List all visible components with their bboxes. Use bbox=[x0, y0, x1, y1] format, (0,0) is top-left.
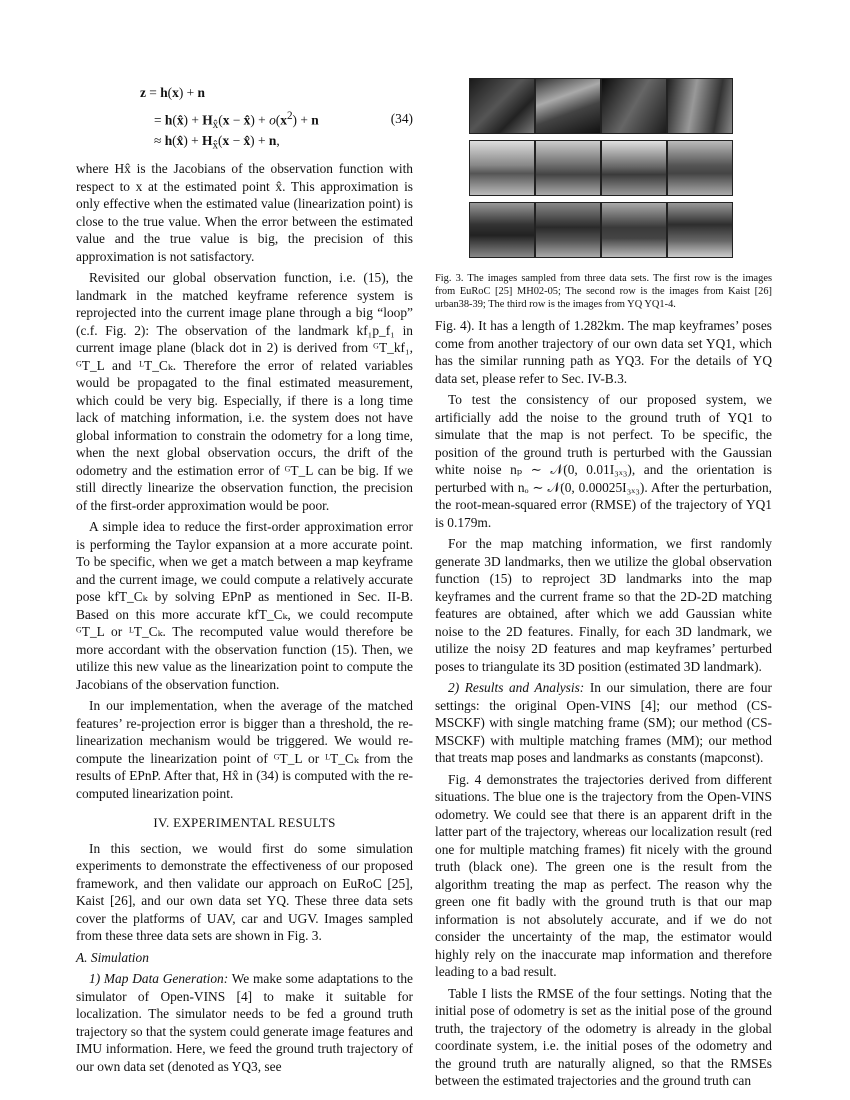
equation-line-3: ≈ h(x̂) + $H_{x̂}(x$ − x̂) + n, bbox=[154, 133, 280, 152]
paragraph: Fig. 4). It has a length of 1.282km. The map keyframes’ poses come from another trajectory of our own data set YQ1, which has the similar running path as YQ3. For the details of YQ data set, please refer to Sec. IV-B.3. bbox=[435, 318, 772, 386]
sample-image-yq-3 bbox=[601, 202, 667, 258]
paragraph-heading: 2) Results and Analysis: bbox=[448, 680, 585, 695]
paragraph: To test the consistency of our proposed system, we artificially add the noise to the ground truth of YQ1 to simulate that the map is not perfect. To be specific, the position of the ground truth is perturbed with the Gaussian white noise nₚ ∼ 𝒩(0, 0.01I₃ₓ₃), and the orientation is perturbed with nₒ ∼ 𝒩(0, 0.00025I₃ₓ₃). After the perturbation, the root-mean-squared error (RMSE) of the trajectory of YQ1 is 0.179m. bbox=[435, 392, 772, 530]
paragraph: where Hx̂ is the Jacobians of the observation function with respect to x at the estimated point x̂. This approximation is only effective when the estimated value (linearization point) is close to the true value. When the error between the estimated value and the true value is big, the precision of this approximation is not satisfactory. bbox=[76, 161, 413, 264]
paragraph: Fig. 4 demonstrates the trajectories derived from different situations. The blue one is the trajectory from the Open-VINS odometry. We could see that there is an apparent drift in the latter part of the trajectory, whereas our localization result (red one for multiple matching frames) fit nicely with the ground truth (black one). The green one is the result from the algorithm treating the map as perfect. The reason why the green one fit badly with the ground truth is that our map information is not absolutely accurate, and if we do not consider the uncertainty of the map, the estimator would highly rely on the inaccurate map information and therefore leading to a bad result. bbox=[435, 771, 772, 979]
sample-image-kaist-1 bbox=[469, 140, 535, 196]
equation-line-2: = h(x̂) + $H_{x̂}(x$ − x̂) + $o(x^2) + n$ bbox=[154, 110, 319, 132]
paragraph bbox=[76, 970, 413, 1075]
sample-image-euroc-1 bbox=[469, 78, 535, 134]
figure-3-image-grid bbox=[435, 78, 772, 266]
sample-image-yq-1 bbox=[469, 202, 535, 258]
sample-image-kaist-3 bbox=[601, 140, 667, 196]
paragraph: In our implementation, when the average of the matched features’ re-projection error is bigger than a threshold, the re-linearization mechanism would be triggered. We would re-compute the linearization point of ᴳT_L or ᴸT_Cₖ from the results of EPnP. After that, Hx̂ in (34) is computed with the re-computed linearization point. bbox=[76, 698, 413, 801]
equation-number: (34) bbox=[390, 111, 413, 126]
section-heading: IV. EXPERIMENTAL RESULTS bbox=[153, 815, 336, 830]
paragraph: Revisited our global observation function, i.e. (15), the landmark in the matched keyframe reference system is reprojected into the current image plane through a big “loop” (c.f. Fig. 2): The observation of the landmark kf₁p_f₁ in current image plane (black dot in 2) is derived from ᴳT_kf₁, ᴳT_L and ᴸT_Cₖ. Therefore the error of related variables would be propagated to the final estimated measurement, which could be very big. Especially, if there is a long time lack of matching information, i.e. the system does not have global information to constrain the odometry for a long time, when the next global observation occurs, the drift of the odometry and the estimation error of ᴳT_L can be big. If we still directly linearize the observation function, the precision of the first-order approximation would be poor. bbox=[76, 270, 413, 513]
paragraph-body: We make some adaptations to the simulator of Open-VINS [4] to make it suitable for localization. The simulator needs to be fed a ground truth trajectory so that the system could generate image features and IMU information. Here, we feed the ground truth trajectory of our own data set (denoted as YQ3, see bbox=[76, 971, 413, 1074]
right-column bbox=[435, 78, 772, 1094]
paragraph: In this section, we would first do some simulation experiments to demonstrate the effectiveness of our proposed framework, and then validate our approach on EuRoC [25], Kaist [26], and our own data set YQ. These three data sets cover the platforms of UAV, car and UGV. Images sampled from these three data sets are shown in Fig. 3. bbox=[76, 840, 413, 943]
equation-line-1: z = h(x) + n bbox=[140, 85, 205, 100]
sample-image-yq-2 bbox=[535, 202, 601, 258]
sample-image-kaist-2 bbox=[535, 140, 601, 196]
paragraph-heading: 1) Map Data Generation: bbox=[89, 971, 229, 986]
paragraph bbox=[435, 679, 772, 767]
subsection-heading: A. Simulation bbox=[76, 949, 149, 965]
sample-image-yq-4 bbox=[667, 202, 733, 258]
left-column bbox=[76, 78, 413, 1079]
paragraph: For the map matching information, we first randomly generate 3D landmarks, then we utilize the global observation function (15) to reproject 3D landmarks into the map keyframes and the current frame so that the 2D-2D matching features are obtained, after which we add Gaussian white noise to the 2D features. Finally, for each 3D landmark, we utilize the noisy 2D features and map keyframes’ perturbed poses to triangulate its 3D position (estimated 3D landmark). bbox=[435, 536, 772, 674]
paragraph-body: In our simulation, there are four settings: the original Open-VINS [4]; our method (CS-MSCKF) with single matching frame (SM); our method (CS-MSCKF) with multiple matching frames (MM); our method that treats map poses and landmarks as constants (mapconst). bbox=[435, 680, 772, 765]
paragraph: Table I lists the RMSE of the four settings. Noting that the initial pose of odometry is set as the initial pose of the ground truth, the trajectory of the odometry is already in the global coordinate system, i.e. the initial poses of the odometry and the ground truth are naturally aligned, so that the RMSEs between the estimated trajectories and the ground truth can bbox=[435, 985, 772, 1088]
sample-image-euroc-4 bbox=[667, 78, 733, 134]
paragraph: A simple idea to reduce the first-order approximation error is performing the Taylor expansion at a more accurate point. To be specific, when we get a match between a map keyframe and the current image, we could compute a relatively accurate pose kfT_Cₖ by solving EPnP as mentioned in Sec. II-B. Based on this more accurate kfT_Cₖ, we could recompute ᴳT_L or ᴸT_Cₖ. The recomputed value would therefore be more accordant with the observation function (15). Then, we utilize this new value as the linearization point to compute the Jacobians of the observation function. bbox=[76, 519, 413, 692]
equation-34 bbox=[76, 82, 413, 158]
sample-image-euroc-3 bbox=[601, 78, 667, 134]
sample-image-kaist-4 bbox=[667, 140, 733, 196]
figure-caption: Fig. 3. The images sampled from three data sets. The first row is the images from EuRoC [25] MH02-05; The second row is the images from Kaist [26] urban38-39; The third row is the images from YQ YQ1-4. bbox=[435, 273, 772, 310]
sample-image-euroc-2 bbox=[535, 78, 601, 134]
